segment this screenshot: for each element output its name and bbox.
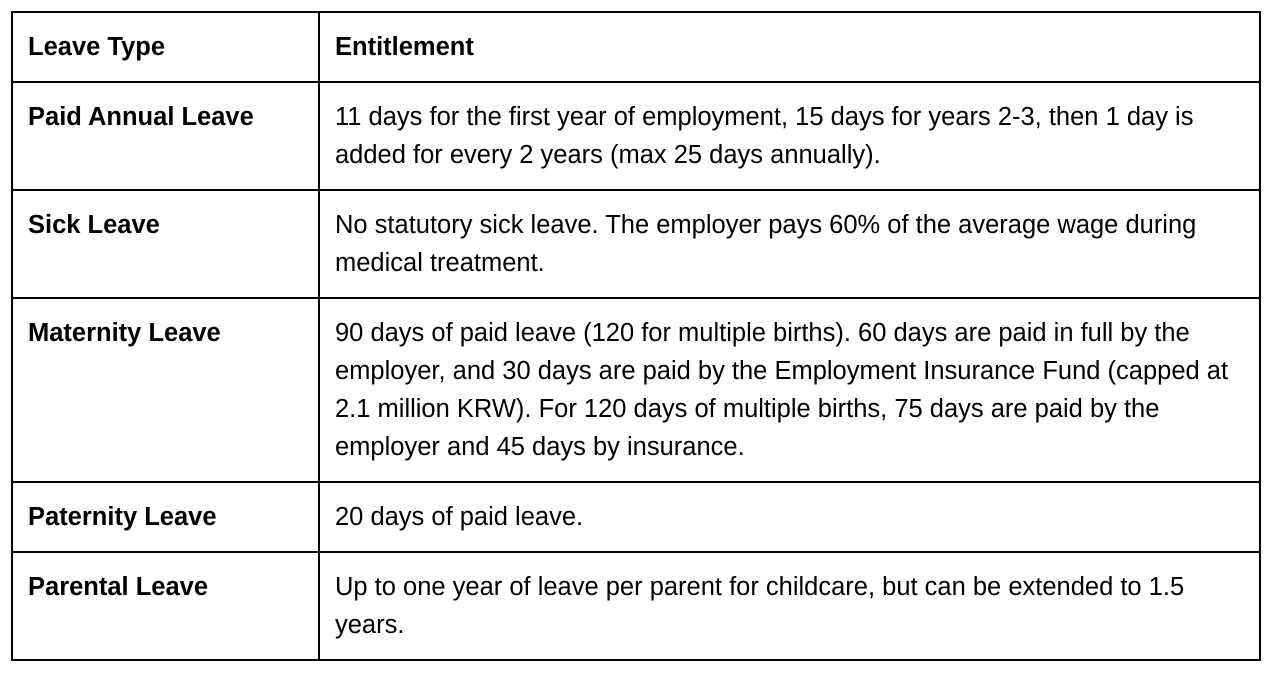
table-row xyxy=(12,298,1260,482)
table-row xyxy=(12,190,1260,298)
leave-entitlement-table xyxy=(11,11,1261,661)
header-entitlement: Entitlement xyxy=(319,12,1260,82)
table-header-row xyxy=(12,12,1260,82)
header-leave-type: Leave Type xyxy=(12,12,319,82)
leave-type-cell: Parental Leave xyxy=(12,552,319,660)
leave-type-cell: Paid Annual Leave xyxy=(12,82,319,190)
table-row xyxy=(12,552,1260,660)
entitlement-cell: No statutory sick leave. The employer pays 60% of the average wage during medical treatment. xyxy=(319,190,1260,298)
table-row xyxy=(12,482,1260,552)
leave-type-cell: Paternity Leave xyxy=(12,482,319,552)
entitlement-cell: Up to one year of leave per parent for childcare, but can be extended to 1.5 years. xyxy=(319,552,1260,660)
leave-type-cell: Sick Leave xyxy=(12,190,319,298)
entitlement-cell: 90 days of paid leave (120 for multiple births). 60 days are paid in full by the employer, and 30 days are paid by the Employment Insurance Fund (capped at 2.1 million KRW). For 120 days of multiple births, 75 days are paid by the employer and 45 days by insurance. xyxy=(319,298,1260,482)
leave-type-cell: Maternity Leave xyxy=(12,298,319,482)
entitlement-cell: 11 days for the first year of employment, 15 days for years 2-3, then 1 day is added for every 2 years (max 25 days annually). xyxy=(319,82,1260,190)
entitlement-cell: 20 days of paid leave. xyxy=(319,482,1260,552)
table-row xyxy=(12,82,1260,190)
